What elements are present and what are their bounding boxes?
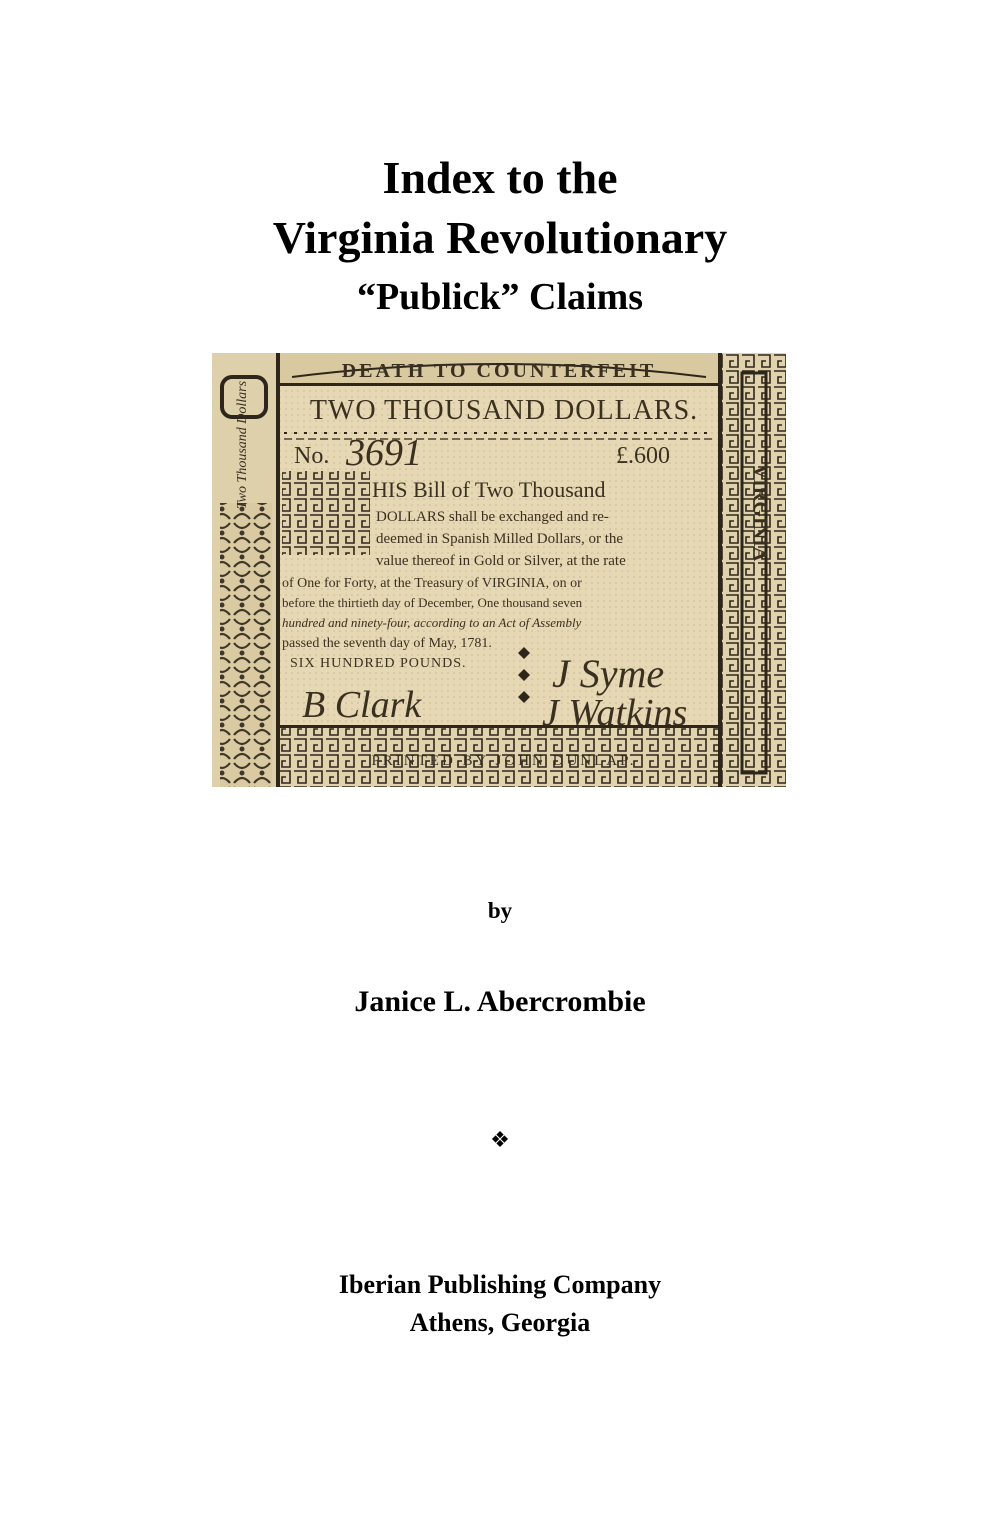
note-line-7: hundred and ninety-four, according to an Act of Assembly	[282, 615, 582, 630]
note-line-5: of One for Forty, at the Treasury of VIRGINIA, on or	[282, 576, 582, 591]
note-serial: 3691	[346, 432, 422, 474]
note-left-border: Two Thousand Dollars	[235, 380, 250, 510]
ornament-icon: ❖	[490, 1128, 510, 1153]
publisher-city: Athens, Georgia	[409, 1308, 591, 1337]
note-signature-right-1: J Syme	[552, 651, 665, 696]
publisher-block	[0, 1266, 1000, 1342]
note-line-3: deemed in Spanish Milled Dollars, or the	[376, 531, 624, 547]
title-line-3: “Publick” Claims	[356, 276, 644, 318]
note-number-label: No.	[294, 443, 330, 469]
title-line-2: Virginia Revolutionary	[272, 212, 728, 263]
note-signature-right-2: J Watkins	[542, 692, 688, 734]
note-line-6: before the thirtieth day of December, One thousand seven	[282, 595, 583, 610]
note-signature-left: B Clark	[302, 684, 422, 726]
title-line-1: Index to the	[382, 152, 618, 203]
note-pounds: SIX HUNDRED POUNDS.	[290, 656, 467, 671]
note-line-2: DOLLARS shall be exchanged and re-	[376, 509, 609, 525]
note-line-8: passed the seventh day of May, 1781.	[282, 636, 492, 651]
byline: by	[487, 898, 513, 923]
note-top-banner: DEATH TO COUNTERFEIT	[341, 360, 657, 382]
note-right-border: VIRGINIA	[749, 464, 771, 562]
banknote-illustration	[212, 353, 786, 787]
note-line-1: HIS Bill of Two Thousand	[372, 477, 606, 502]
note-line-4: value thereof in Gold or Silver, at the rate	[376, 553, 626, 569]
author-name: Janice L. Abercrombie	[354, 985, 646, 1018]
note-heading: TWO THOUSAND DOLLARS.	[309, 395, 699, 426]
banknote-image	[212, 353, 786, 787]
book-title	[0, 148, 1000, 326]
note-printer: PRINTED BY JOHN DUNLAP.	[371, 753, 637, 769]
publisher-name: Iberian Publishing Company	[338, 1270, 662, 1299]
note-amount: £.600	[616, 443, 670, 469]
